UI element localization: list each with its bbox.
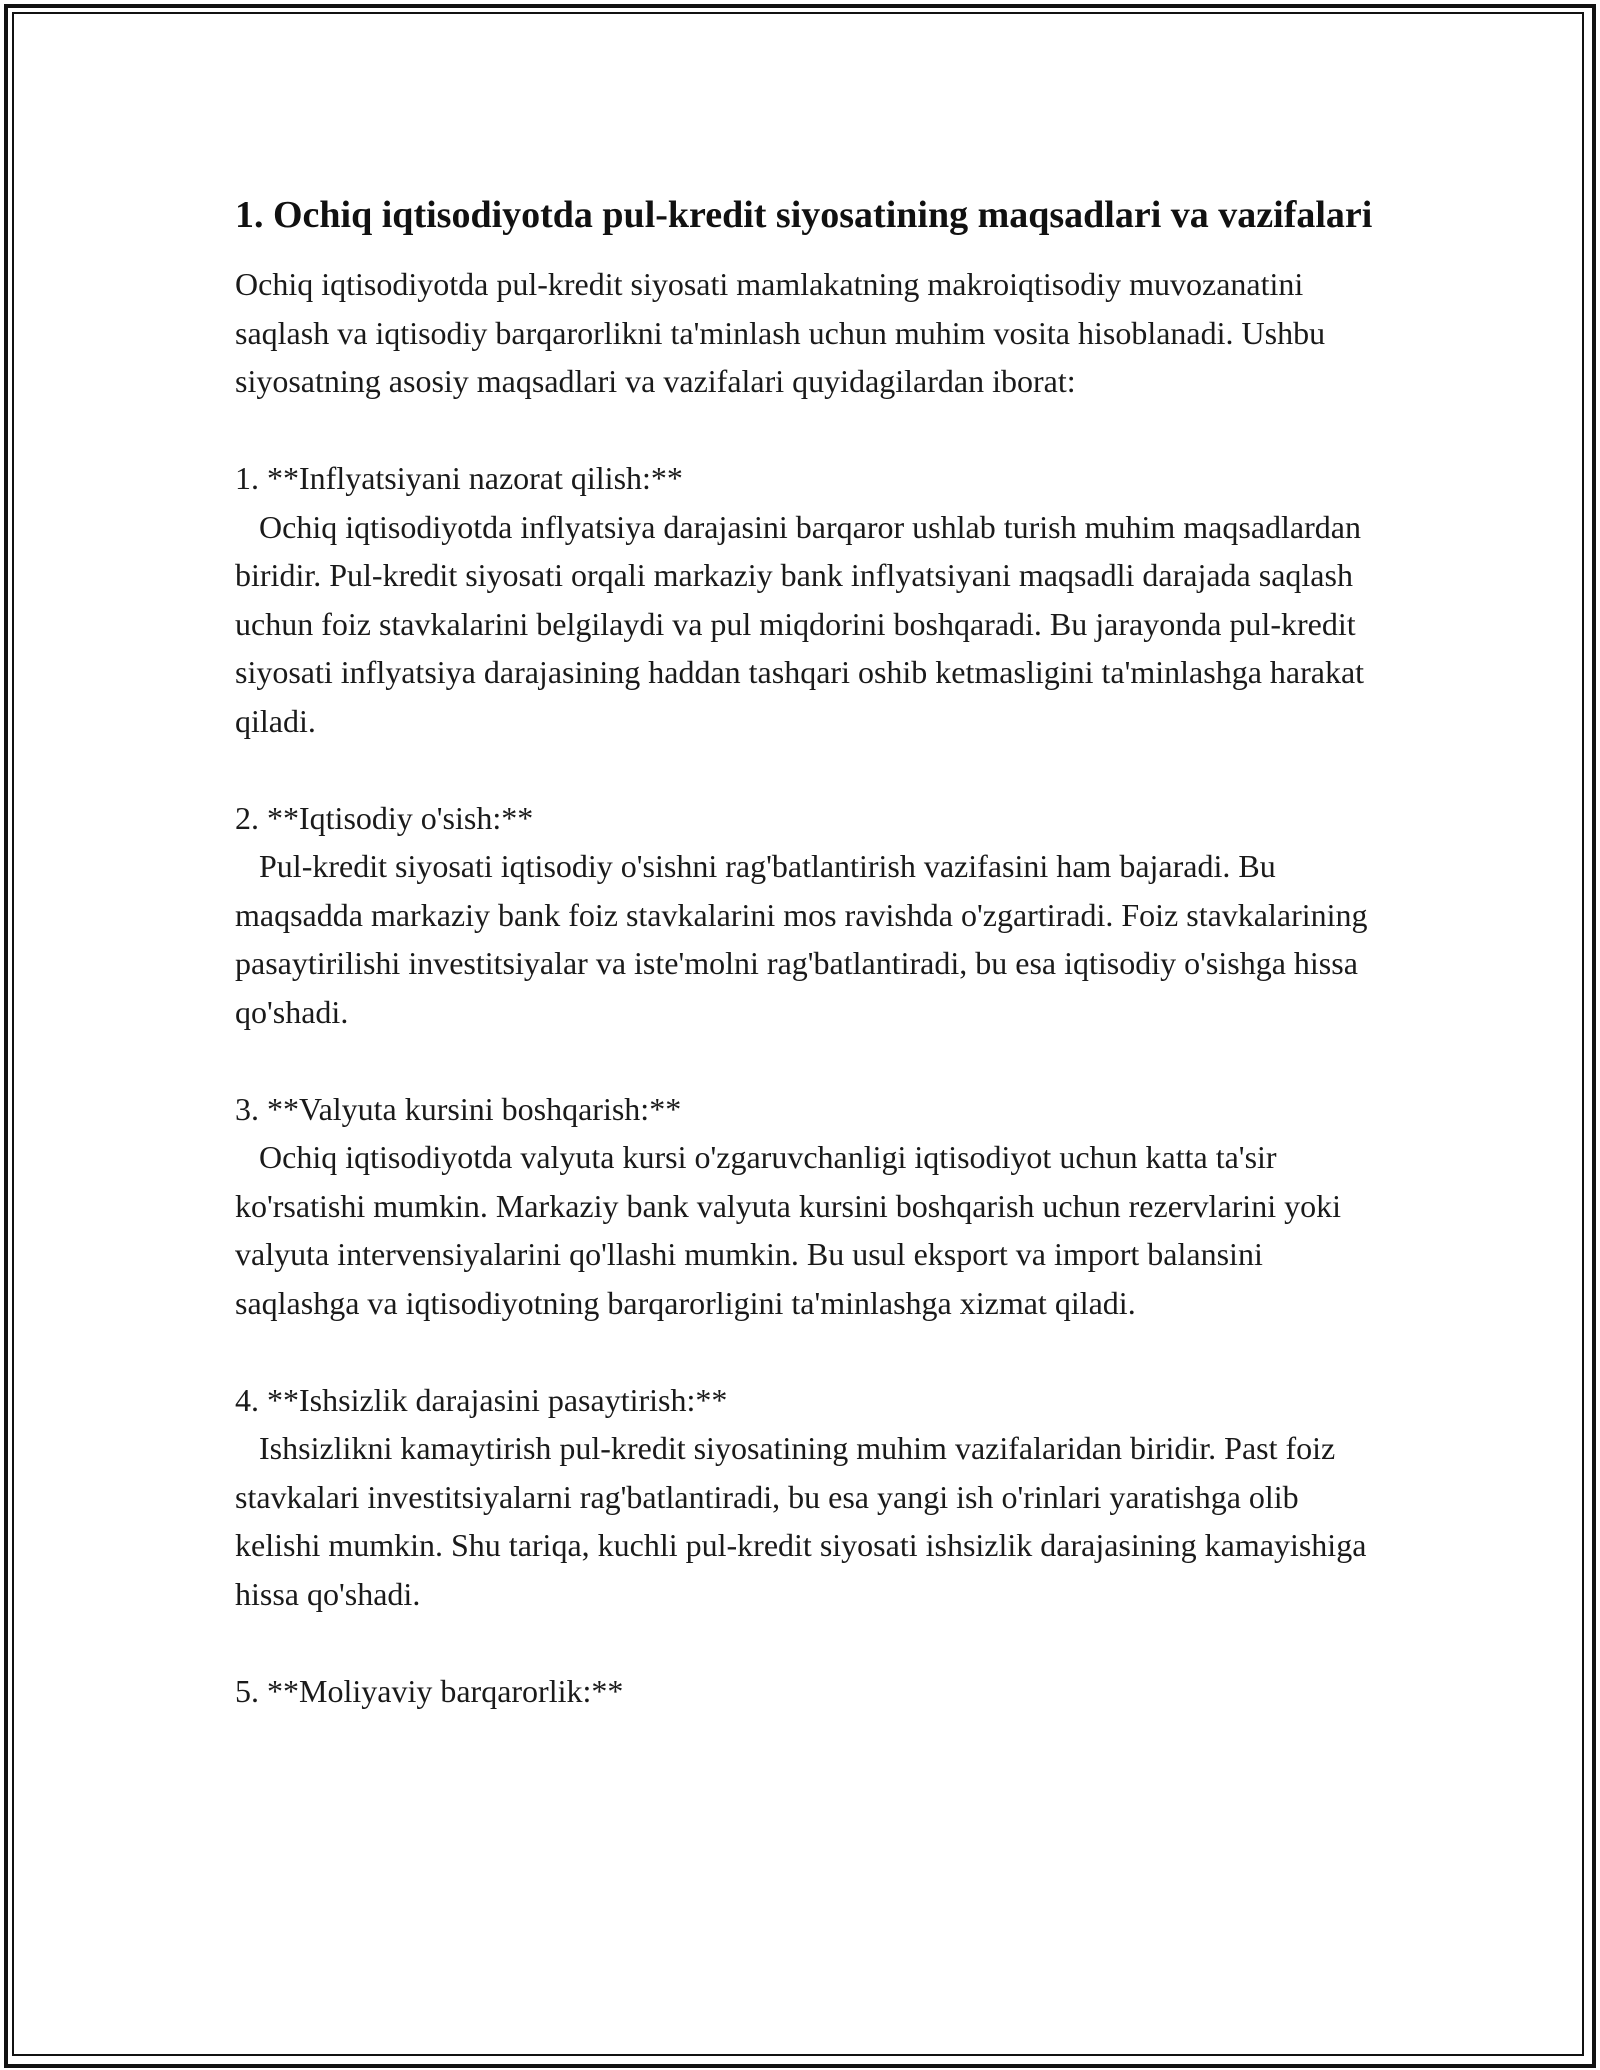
paragraph-gap — [235, 1327, 1375, 1376]
section-5-heading: 5. **Moliyaviy barqarorlik:** — [235, 1672, 624, 1709]
paragraph-gap — [235, 745, 1375, 794]
document-body — [235, 188, 1375, 1715]
section-4-body — [235, 1424, 1375, 1618]
section-3-body — [235, 1133, 1375, 1327]
section-1-heading: 1. **Inflyatsiyani nazorat qilish:** — [235, 460, 683, 496]
section-2-body-text: Pul-kredit siyosati iqtisodiy o'sishni rag'batlantirish vazifasini ham bajaradi. Bu maqsadda markaziy bank foiz stavkalarini mos ravishda o'zgartiradi. Foiz stavkalarining pasaytirilishi investitsiyalar va iste'molni rag'batlantiradi, bu esa iqtisodiy o'sishga hissa qo'shadi. — [235, 848, 1368, 1030]
section-3-heading: 3. **Valyuta kursini boshqarish:** — [235, 1090, 682, 1127]
section-2-heading: 2. **Iqtisodiy o'sish:** — [235, 799, 534, 836]
section-4-body-text: Ishsizlikni kamaytirish pul-kredit siyosatining muhim vazifalaridan biridir. Past foiz stavkalari investitsiyalarni rag'batlantiradi, bu esa yangi ish o'rinlari yaratishga olib kelishi mumkin. Shu tariqa, kuchli pul-kredit siyosati ishsizlik darajasining kamayishiga hissa qo'shadi. — [235, 1430, 1367, 1612]
section-1-body-text: Ochiq iqtisodiyotda inflyatsiya darajasini barqaror ushlab turish muhim maqsadlardan biridir. Pul-kredit siyosati orqali markaziy bank inflyatsiyani maqsadli darajada saqlash uchun foiz stavkalarini belgilaydi va pul miqdorini boshqaradi. Bu jarayonda pul-kredit siyosati inflyatsiya darajasining haddan tashqari oshib ketmasligini ta'minlashga harakat qiladi. — [235, 508, 1365, 739]
section-3-body-text: Ochiq iqtisodiyotda valyuta kursi o'zgaruvchanligi iqtisodiyot uchun katta ta'sir ko'rsatishi mumkin. Markaziy bank valyuta kursini boshqarish uchun rezervlarini yoki valyuta intervensiyalarini qo'llashi mumkin. Bu usul eksport va import balansini saqlashga va iqtisodiyotning barqarorligini ta'minlashga xizmat qiladi. — [235, 1139, 1341, 1321]
section-4-heading: 4. **Ishsizlik darajasini pasaytirish:** — [235, 1381, 728, 1418]
paragraph-gap — [235, 406, 1375, 455]
document-title: 1. Ochiq iqtisodiyotda pul-kredit siyosatining maqsadlari va vazifalari — [235, 194, 1373, 236]
section-2-body — [235, 842, 1375, 1036]
paragraph-gap — [235, 1618, 1375, 1667]
paragraph-gap — [235, 1036, 1375, 1085]
intro-paragraph: Ochiq iqtisodiyotda pul-kredit siyosati mamlakatning makroiqtisodiy muvozanatini saqlash va iqtisodiy barqarorlikni ta'minlash uchun muhim vosita hisoblanadi. Ushbu siyosatning asosiy maqsadlari va vazifalari quyidagilardan iborat: — [235, 266, 1326, 399]
section-1-body — [235, 503, 1375, 746]
